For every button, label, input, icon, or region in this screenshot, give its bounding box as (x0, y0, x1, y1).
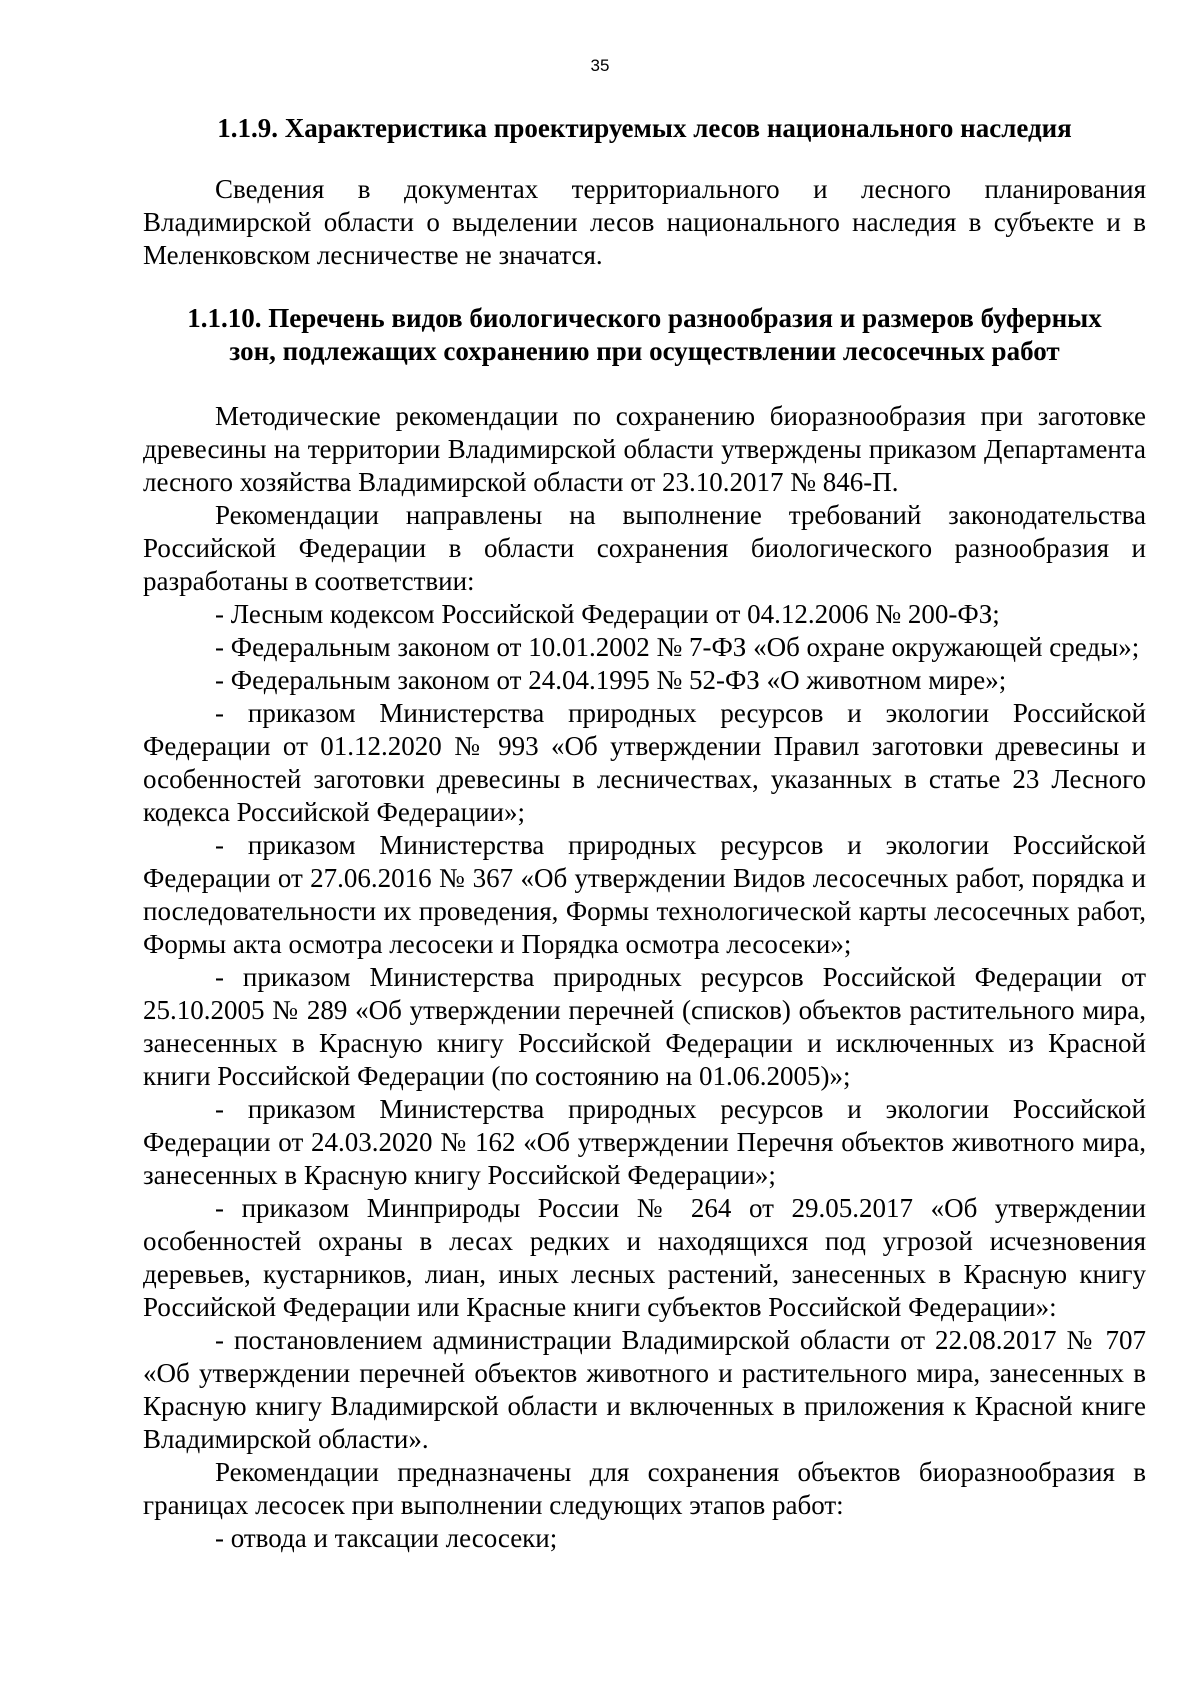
list-item: - приказом Министерства природных ресурсов и экологии Российской Федерации от 24.03.2020 № 162 «Об утверждении Перечня объектов животного мира, занесенных в Красную книгу Российской Федерации»; (143, 1094, 1146, 1190)
document-body (143, 112, 1146, 1555)
heading-line: 1.1.10. Перечень видов биологического разнообразия и размеров буферных (187, 303, 1102, 333)
paragraph: Рекомендации направлены на выполнение требований законодательства Российской Федерации в области сохранения биологического разнообразия и разработаны в соответствии: (143, 500, 1146, 596)
section-heading (143, 302, 1146, 368)
paragraph: Сведения в документах территориального и лесного планирования Владимирской области о выделении лесов национального наследия в субъекте и в Меленковском лесничестве не значатся. (143, 174, 1146, 270)
list-item: - приказом Министерства природных ресурсов и экологии Российской Федерации от 27.06.2016 № 367 «Об утверждении Видов лесосечных работ, порядка и последовательности их проведения, Формы технологической карты лесосечных работ, Формы акта осмотра лесосеки и Порядка осмотра лесосеки»; (143, 830, 1146, 959)
list-item: - отвода и таксации лесосеки; (215, 1523, 558, 1553)
list-item: - приказом Минприроды России № 264 от 29.05.2017 «Об утверждении особенностей охраны в лесах редких и находящихся под угрозой исчезновения деревьев, кустарников, лиан, иных лесных растений, занесенных в Красную книгу Российской Федерации или Красные книги субъектов Российской Федерации»: (143, 1193, 1146, 1322)
heading-line: зон, подлежащих сохранению при осуществлении лесосечных работ (229, 336, 1060, 366)
list-item: - постановлением администрации Владимирской области от 22.08.2017 № 707 «Об утверждении перечней объектов животного и растительного мира, занесенных в Красную книгу Владимирской области и включенных в приложения к Красной книге Владимирской области». (143, 1325, 1146, 1454)
list-item: - Федеральным законом от 10.01.2002 № 7-ФЗ «Об охране окружающей среды»; (215, 632, 1140, 662)
paragraph: Рекомендации предназначены для сохранения объектов биоразнообразия в границах лесосек при выполнении следующих этапов работ: (143, 1457, 1146, 1520)
section-heading: 1.1.9. Характеристика проектируемых лесов национального наследия (217, 113, 1072, 143)
paragraph: Методические рекомендации по сохранению биоразнообразия при заготовке древесины на территории Владимирской области утверждены приказом Департамента лесного хозяйства Владимирской области от 23.10.2017 № 846-П. (143, 401, 1146, 497)
list-item: - Федеральным законом от 24.04.1995 № 52-ФЗ «О животном мире»; (215, 665, 1007, 695)
list-item: - приказом Министерства природных ресурсов Российской Федерации от 25.10.2005 № 289 «Об утверждении перечней (списков) объектов растительного мира, занесенных в Красную книгу Российской Федерации и исключенных из Красной книги Российской Федерации (по состоянию на 01.06.2005)»; (143, 962, 1146, 1091)
page-number: 35 (590, 56, 610, 75)
list-item: - Лесным кодексом Российской Федерации от 04.12.2006 № 200-ФЗ; (215, 599, 1000, 629)
list-item: - приказом Министерства природных ресурсов и экологии Российской Федерации от 01.12.2020 № 993 «Об утверждении Правил заготовки древесины и особенностей заготовки древесины в лесничествах, указанных в статье 23 Лесного кодекса Российской Федерации»; (143, 698, 1146, 827)
